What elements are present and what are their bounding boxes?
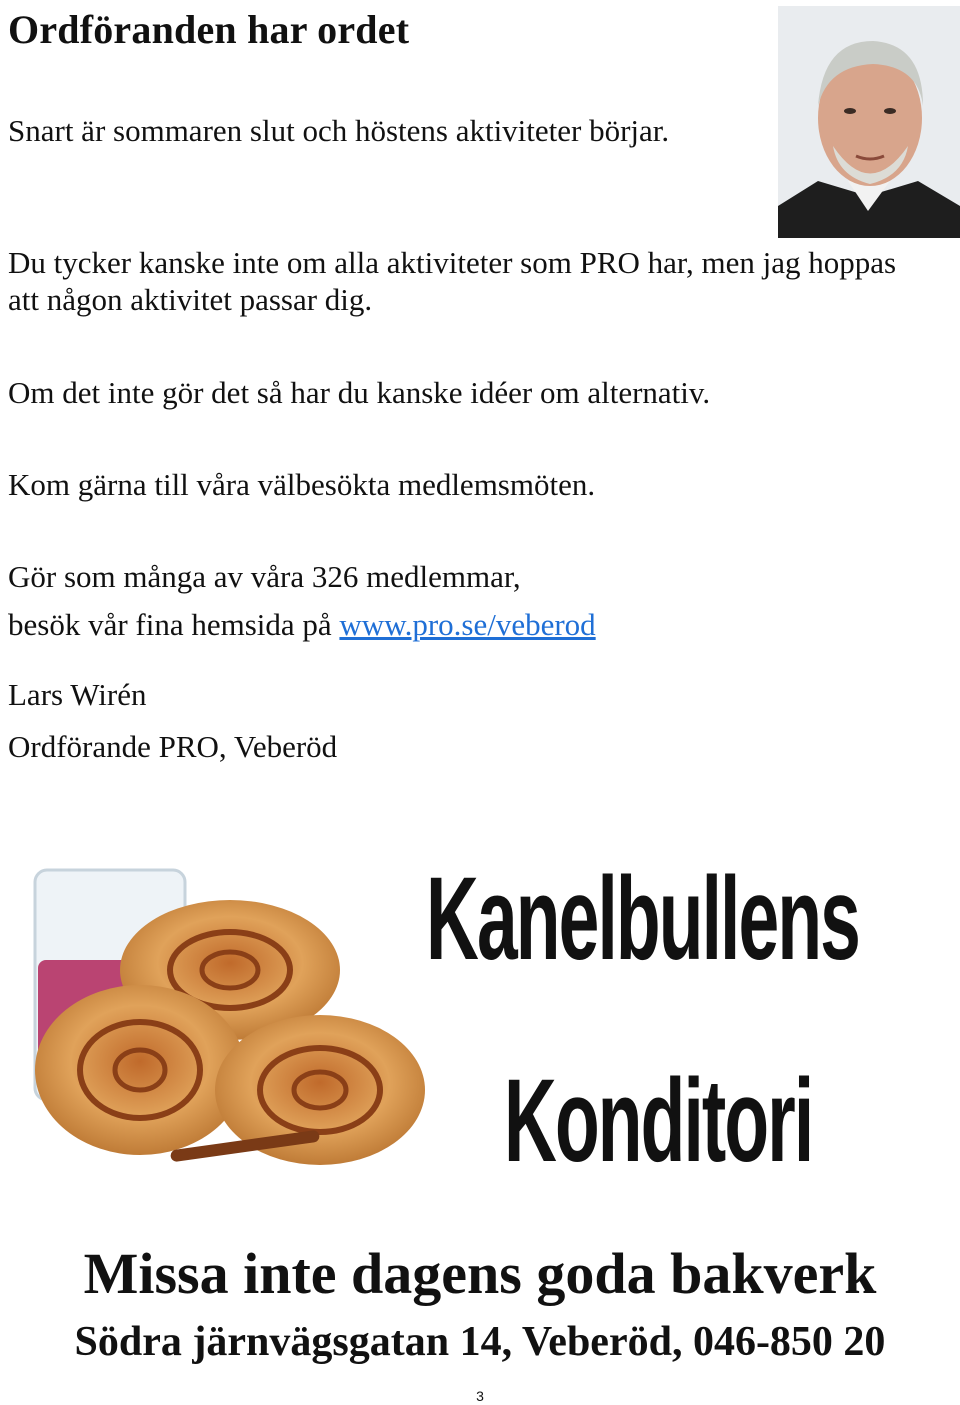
ideas-paragraph: Om det inte gör det så har du kanske idéer om alternativ. — [8, 375, 711, 410]
meetings-paragraph: Kom gärna till våra välbesökta medlemsmöten. — [8, 467, 596, 502]
activities-paragraph: Du tycker kanske inte om alla aktiviteter som PRO har, men jag hoppas att någon aktivitet passar dig. — [8, 245, 897, 317]
website-link[interactable]: www.pro.se/veberod — [339, 607, 596, 642]
signature-name: Lars Wirén — [8, 677, 147, 712]
ad-tagline: Missa inte dagens goda bakverk — [83, 1241, 877, 1306]
page-heading: Ordföranden har ordet — [8, 7, 410, 52]
chairman-portrait-photo — [778, 6, 960, 238]
website-paragraph — [8, 606, 928, 643]
brand-name-line2: Konditori — [504, 1055, 813, 1187]
members-paragraph: Gör som många av våra 326 medlemmar, — [8, 559, 521, 594]
website-prefix: besök vår fina hemsida på — [8, 607, 340, 642]
brand-name-line1: Kanelbullens — [426, 853, 860, 985]
signature-title: Ordförande PRO, Veberöd — [8, 729, 338, 764]
cinnamon-buns-image — [20, 850, 440, 1190]
page-number: 3 — [476, 1388, 484, 1404]
ad-address: Södra järnvägsgatan 14, Veberöd, 046-850 20 — [74, 1319, 886, 1365]
intro-paragraph: Snart är sommaren slut och höstens aktiviteter börjar. — [8, 113, 670, 148]
